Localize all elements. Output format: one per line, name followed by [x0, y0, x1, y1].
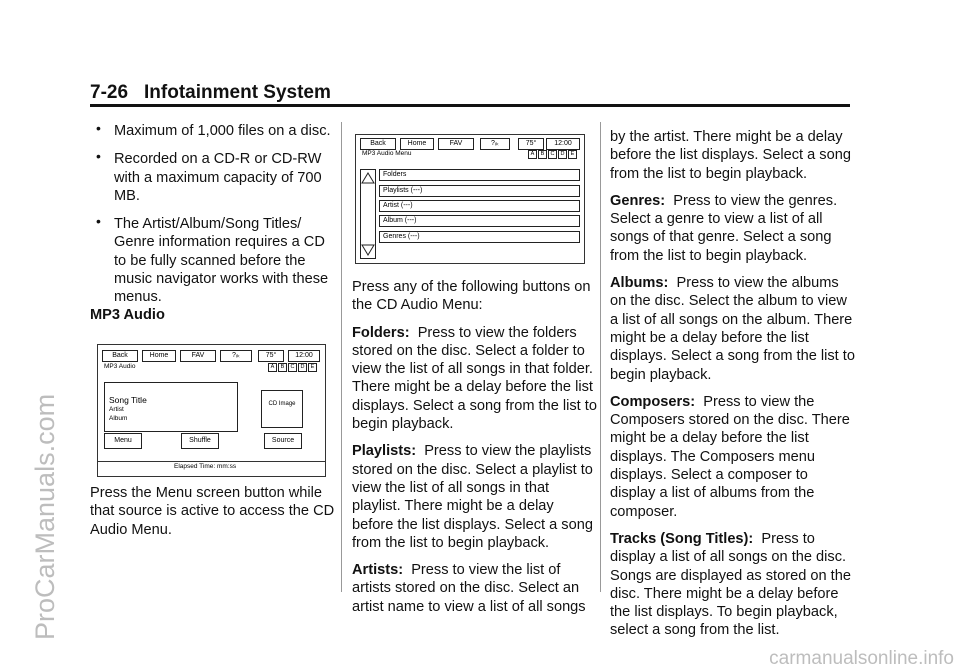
back-button[interactable]: Back — [102, 350, 138, 362]
term: Composers: — [610, 393, 696, 410]
album-label: Album — [109, 415, 128, 422]
preset-d-button[interactable]: D — [558, 150, 567, 159]
shuffle-button[interactable]: Shuffle — [181, 433, 219, 449]
term: Tracks (Song Titles): — [610, 530, 754, 547]
preset-e-button[interactable]: E — [568, 150, 577, 159]
screen-title: MP3 Audio Menu — [362, 150, 412, 157]
home-button[interactable]: Home — [400, 138, 434, 150]
bullet-item: • Recorded on a CD-R or CD-RW with a maximum capacity of 700 MB. — [90, 150, 340, 205]
list-scrollbar[interactable] — [360, 169, 376, 259]
voice-icon[interactable]: ?ᵢₖ — [220, 350, 252, 362]
preset-a-button[interactable]: A — [528, 150, 537, 159]
term: Albums: — [610, 275, 669, 292]
entry-artists: Artists: Press to view the list of artists stored on the disc. Select an artist name to view a list of all songs — [352, 562, 586, 615]
column-3-text — [610, 128, 855, 649]
page-number: 7-26 — [90, 82, 129, 103]
home-button[interactable]: Home — [142, 350, 176, 362]
scroll-up-icon — [362, 173, 374, 183]
column-divider-1 — [341, 122, 342, 592]
column-divider-2 — [600, 122, 601, 592]
term: Folders: — [352, 324, 410, 341]
cd-image: CD Image — [261, 390, 303, 428]
term: Artists: — [352, 562, 404, 579]
menu-button[interactable]: Menu — [104, 433, 142, 449]
section-title: Infotainment System — [144, 82, 331, 103]
preset-bank — [268, 363, 317, 372]
preset-bank — [528, 150, 577, 159]
bullet-item: • Maximum of 1,000 files on a disc. — [90, 122, 340, 140]
entry-genres: Genres: Press to view the genres. Select a genre to view a list of all songs of that genre. Select a song from the list to begin playback. — [610, 192, 838, 264]
page-header — [90, 82, 331, 104]
temperature-display: 75° — [518, 138, 544, 150]
source-button[interactable]: Source — [264, 433, 302, 449]
bullet-list — [90, 122, 340, 317]
footer-watermark: carmanualsonline.info — [769, 648, 954, 669]
mp3-audio-menu-screen — [355, 134, 585, 264]
preset-b-button[interactable]: B — [538, 150, 547, 159]
screen-title: MP3 Audio — [104, 363, 136, 370]
preset-d-button[interactable]: D — [298, 363, 307, 372]
menu-instruction: Press the Menu screen button while that source is active to access the CD Audio Menu. — [90, 485, 335, 538]
term: Playlists: — [352, 443, 417, 460]
scroll-down-icon — [362, 245, 374, 255]
clock-display: 12:00 — [288, 350, 320, 362]
entry-playlists: Playlists: Press to view the playlists stored on the disc. Select a playlist to view the list of all songs in that playlist. There might be a delay before the list displays. Select a song from the list to begin playback. — [352, 443, 593, 551]
header-rule — [90, 104, 850, 107]
menu-intro: Press any of the following buttons on the CD Audio Menu: — [352, 279, 591, 314]
back-button[interactable]: Back — [360, 138, 396, 150]
voice-icon[interactable]: ?ᵢₖ — [480, 138, 510, 150]
menu-item-playlists[interactable]: Playlists (---) — [379, 185, 580, 197]
track-info-box — [104, 382, 238, 432]
preset-e-button[interactable]: E — [308, 363, 317, 372]
term: Genres: — [610, 192, 666, 209]
preset-c-button[interactable]: C — [288, 363, 297, 372]
preset-c-button[interactable]: C — [548, 150, 557, 159]
fav-button[interactable]: FAV — [438, 138, 474, 150]
bullet-item: • The Artist/Album/Song Titles/ Genre information requires a CD to be fully scanned before the music navigator works with these menus. — [90, 215, 340, 306]
song-title: Song Title — [109, 395, 147, 405]
entry-albums: Albums: Press to view the albums on the disc. Select the album to view a list of all songs on the album. There might be a delay before the list displays. Select a song from the list to begin playback. — [610, 275, 855, 383]
preset-b-button[interactable]: B — [278, 363, 287, 372]
temperature-display: 75° — [258, 350, 284, 362]
section-heading-mp3: MP3 Audio — [90, 307, 165, 323]
entry-folders: Folders: Press to view the folders stored on the disc. Select a folder to view the list of all songs in that folder. There might be a delay before the list displays. Select a song from the list to begin playback. — [352, 324, 597, 433]
side-watermark: ProCarManuals.com — [30, 393, 60, 640]
menu-item-album[interactable]: Album (---) — [379, 215, 580, 227]
artist-continuation: by the artist. There might be a delay before the list displays. Select a song from the list to begin playback. — [610, 129, 851, 182]
column-2-text — [352, 278, 597, 625]
entry-tracks: Tracks (Song Titles): Press to display a list of all songs on the disc. Songs are displayed as stored on the disc. There might be a delay before the list displays. To begin playback, select a song from the list. — [610, 530, 851, 639]
mp3-audio-screen — [97, 344, 326, 477]
menu-item-genres[interactable]: Genres (---) — [379, 231, 580, 243]
menu-item-artist[interactable]: Artist (---) — [379, 200, 580, 212]
preset-a-button[interactable]: A — [268, 363, 277, 372]
elapsed-time: Elapsed Time: mm:ss — [174, 463, 237, 470]
clock-display: 12:00 — [546, 138, 580, 150]
menu-item-folders[interactable]: Folders — [379, 169, 580, 181]
status-divider — [98, 461, 325, 462]
fav-button[interactable]: FAV — [180, 350, 216, 362]
entry-composers: Composers: Press to view the Composers stored on the disc. There might be a delay before the list displays. The Composers menu displays. Select a composer to display a list of albums from the composer. — [610, 393, 850, 520]
artist-label: Artist — [109, 406, 124, 413]
